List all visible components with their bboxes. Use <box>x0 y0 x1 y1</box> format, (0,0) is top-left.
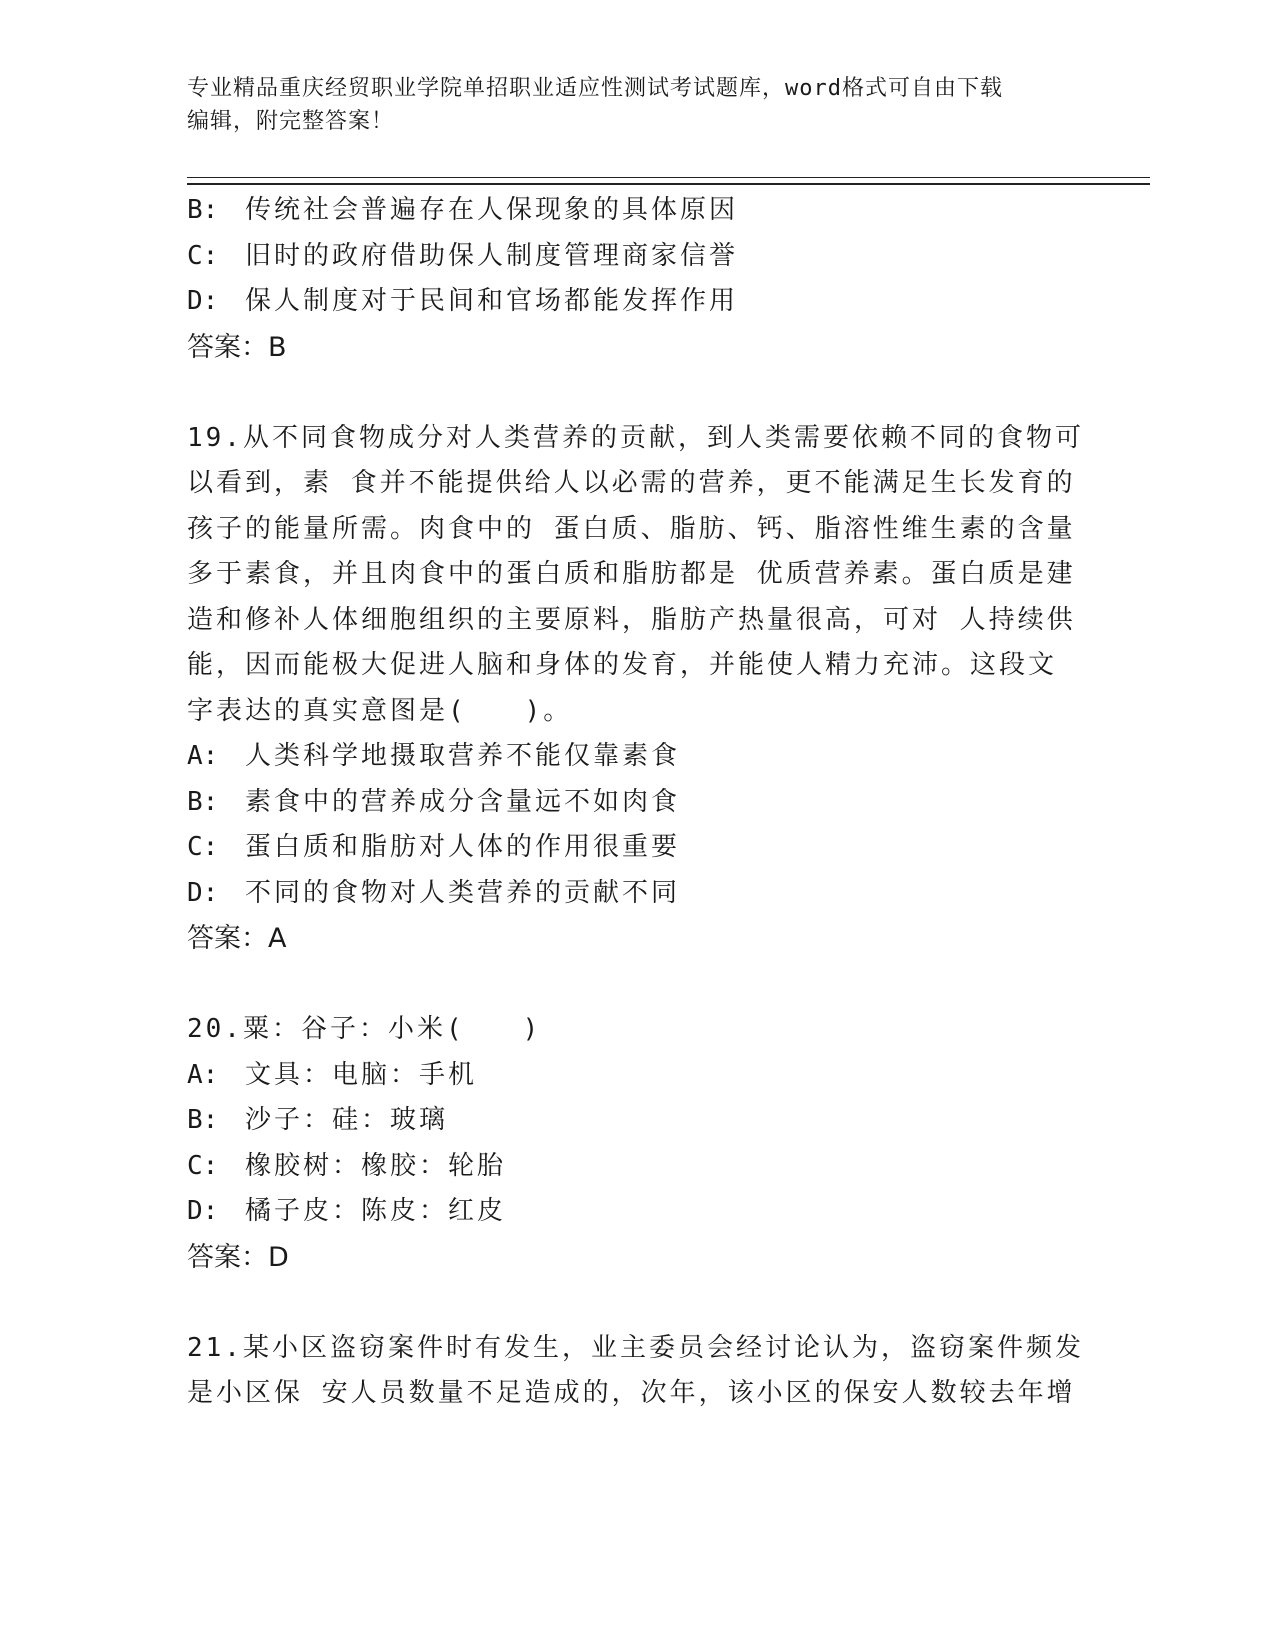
question-stem-line: 字表达的真实意图是( )。 <box>187 695 573 726</box>
option-d: D: 不同的食物对人类营养的贡献不同 <box>187 877 681 908</box>
header-divider-thick <box>187 183 1150 185</box>
option-c: C: 蛋白质和脂肪对人体的作用很重要 <box>187 832 681 862</box>
header-line-1: 专业精品重庆经贸职业学院单招职业适应性测试考试题库，word格式可自由下载 <box>187 76 1003 101</box>
question-21 <box>187 1326 1084 1417</box>
question-stem-line: 19.从不同食物成分对人类营养的贡献，到人类需要依赖不同的食物可 <box>187 422 1084 453</box>
question-stem-line: 能，因而能极大促进人脑和身体的发育，并能使人精力充沛。这段文 <box>187 650 1058 680</box>
header-divider-thin <box>187 177 1150 178</box>
option-c: C: 橡胶树：橡胶：轮胎 <box>187 1150 507 1181</box>
question-stem-line: 21.某小区盗窃案件时有发生，业主委员会经讨论认为，盗窃案件频发 <box>187 1332 1084 1363</box>
question-content <box>187 188 1084 1417</box>
option-d: D: 保人制度对于民间和官场都能发挥作用 <box>187 286 739 316</box>
answer-19: 答案：A <box>187 923 287 954</box>
question-stem-line: 是小区保 安人员数量不足造成的，次年，该小区的保安人数较去年增 <box>187 1378 1076 1408</box>
question-19 <box>187 416 1084 962</box>
question-stem-line: 以看到，素 食并不能提供给人以必需的营养，更不能满足生长发育的 <box>187 468 1076 498</box>
option-c: C: 旧时的政府借助保人制度管理商家信誉 <box>187 240 739 271</box>
option-a: A: 文具：电脑：手机 <box>187 1059 478 1090</box>
question-stem-line: 多于素食，并且肉食中的蛋白质和脂肪都是 优质营养素。蛋白质是建 <box>187 559 1076 589</box>
option-b: B: 传统社会普遍存在人保现象的具体原因 <box>187 195 739 225</box>
option-a: A: 人类科学地摄取营养不能仅靠素食 <box>187 741 681 771</box>
option-d: D: 橘子皮：陈皮：红皮 <box>187 1196 507 1226</box>
answer-20: 答案：D <box>187 1241 289 1273</box>
question-stem-line: 造和修补人体细胞组织的主要原料，脂肪产热量很高，可对 人持续供 <box>187 604 1076 635</box>
document-header <box>187 72 1087 138</box>
question-stem-line: 孩子的能量所需。肉食中的 蛋白质、脂肪、钙、脂溶性维生素的含量 <box>187 513 1076 544</box>
header-line-2: 编辑，附完整答案！ <box>187 109 395 134</box>
question-18 <box>187 188 1077 370</box>
option-b: B: 沙子：硅：玻璃 <box>187 1105 449 1135</box>
question-stem-line: 20.粟：谷子：小米( ) <box>187 1014 542 1044</box>
option-b: B: 素食中的营养成分含量远不如肉食 <box>187 786 681 817</box>
question-20 <box>187 1007 1077 1280</box>
answer-18: 答案：B <box>187 331 287 363</box>
